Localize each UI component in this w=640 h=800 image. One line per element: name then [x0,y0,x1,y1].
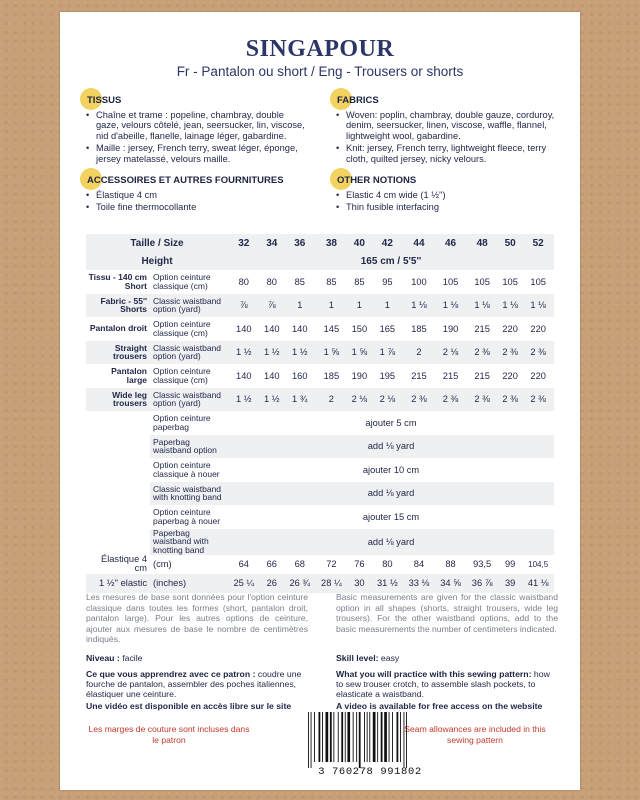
en-learn-label: What you will practice with this sewing pattern: [336,669,532,679]
table-cell: 2 ⅛ [372,388,404,412]
table-cell: 1 [372,294,404,318]
pattern-subtitle: Fr - Pantalon ou short / Eng - Trousers or shorts [176,64,464,79]
en-fabric-knit: • Knit: jersey, French terry, lightweight fleece, terry cloth, quilted jersey, nicky velours. [336,143,558,164]
row-label: Fabric - 55'' Shorts [86,294,150,318]
table-row [86,364,554,388]
barcode-bar [345,712,346,762]
table-cell: 85 [294,276,305,287]
barcode-bar [406,712,407,768]
table-cell: 2 ⅜ [522,341,554,365]
table-cell: 220 [530,370,546,381]
table-row [86,341,554,365]
en-level-label: Skill level: [336,653,379,663]
table-cell: 64 [238,559,249,570]
table-cell: 145 [323,323,340,334]
barcode-bar [322,712,323,762]
fr-notions-section [86,176,308,215]
fr-learn-label: Ce que vous apprendrez avec ce patron : [86,669,256,679]
row-label-empty [86,505,150,529]
table-row [86,270,554,294]
table-cell: 190 [442,323,459,334]
en-fabrics-section [336,96,558,167]
size-header-label: Taille / Size [86,234,228,252]
table-cell: 2 ⅜ [498,388,522,412]
table-cell: 30 [347,574,371,593]
table-cell: 1 ⅝ [316,341,348,365]
table-cell: 140 [292,323,308,334]
table-cell: 1 ¾ [284,388,316,412]
elastic-in-unit: (inches) [150,574,228,593]
table-cell: 1 ½ [260,341,284,365]
size-34: 34 [260,234,284,252]
row-option: Option ceinture classique (cm) [153,319,211,338]
barcode-bar [400,712,401,762]
size-chart-table [86,234,554,593]
table-cell: 100 [411,276,427,287]
fr-video-note: Une vidéo est disponible en accès libre sur le site [86,701,292,711]
row-label: Pantalon droit [89,323,147,334]
size-44: 44 [403,234,435,252]
fr-level-value: facile [119,653,143,663]
fr-fabric-knit: • Maille : jersey, French terry, sweat léger, éponge, jersey matelassé, velours maille. [86,143,308,164]
barcode-bar [367,712,368,762]
barcode-bar [333,712,334,762]
table-cell: 2 ⅜ [466,341,498,365]
table-cell: 80 [238,276,249,287]
barcode-number: 3 760278 991802 [318,766,422,778]
barcode-bar [341,712,343,762]
fr-notion-interfacing: • Toile fine thermocollante [86,202,308,213]
table-cell: 1 ⅛ [522,294,554,318]
elastic-in-row [86,574,554,593]
table-cell: 140 [264,370,280,381]
row-label: Tissu - 140 cm Short [88,272,147,291]
en-notion-interfacing: • Thin fusible interfacing [336,202,558,213]
row-option: Classic waistband with knotting band [150,482,228,506]
en-seam-allowance-note: Seam allowances are included in this sewing pattern [404,724,546,745]
size-32: 32 [228,234,260,252]
en-video-note: A video is available for free access on the website [336,701,543,711]
barcode-bar [356,712,357,762]
barcode-bar [377,712,378,762]
row-option: Classic waistband option (yard) [150,294,228,318]
fr-fabrics-heading: TISSUS [87,95,122,106]
barcode-bar [338,712,339,762]
fr-level [86,653,308,663]
row-option: Option ceinture classique (cm) [153,366,211,385]
row-option: Option ceinture classique à nouer [153,460,220,479]
row-label-empty [86,435,150,459]
table-row [86,435,554,459]
en-fabrics-heading: FABRICS [337,95,379,106]
table-cell: 93,5 [473,559,492,570]
en-learn-text: how to sew trouser crotch, to assemble slash pockets, to elasticate a waistband. [336,669,550,699]
barcode-bar [347,712,350,762]
table-cell: 1 ⅛ [435,294,467,318]
table-cell: 85 [326,276,337,287]
elastic-cm-unit: (cm) [153,558,172,569]
row-option: Option ceinture classique (cm) [153,272,211,291]
fr-learn [86,669,308,699]
row-label-empty [86,411,150,435]
barcode-bar [369,712,370,762]
row-label-empty [86,458,150,482]
en-level-value: easy [378,653,400,663]
size-52: 52 [522,234,554,252]
table-cell: ajouter 10 cm [362,464,420,475]
table-cell: 68 [294,559,305,570]
table-cell: ⅞ [260,294,284,318]
table-cell: 140 [264,323,280,334]
barcode-bar [319,712,321,762]
fr-notions-heading: ACCESSOIRES ET AUTRES FOURNITURES [87,175,284,186]
barcode [304,712,436,780]
table-cell: 2 ⅜ [403,388,435,412]
table-cell: 25 ¼ [228,574,260,593]
row-label-empty [86,482,150,506]
table-cell: 85 [354,276,365,287]
table-cell: 1 [347,294,371,318]
fr-notion-elastic: • Élastique 4 cm [86,190,308,201]
row-option: Classic waistband option (yard) [150,341,228,365]
fr-seam-allowance-note: Les marges de couture sont incluses dans le patron [88,724,250,745]
table-cell: 160 [292,370,308,381]
elastic-cm-row [86,555,554,574]
table-cell: 2 ⅜ [522,388,554,412]
table-cell: 41 ⅛ [522,574,554,593]
barcode-bar [311,712,312,768]
table-cell: 2 [403,341,435,365]
barcode-bar [392,712,393,762]
row-label-empty [86,529,150,555]
size-48: 48 [466,234,498,252]
table-cell: 195 [379,370,396,381]
barcode-bar [314,712,315,762]
table-cell: 36 ⅞ [466,574,498,593]
row-option: Paperbag waistband with knotting band [150,529,228,555]
barcode-bar [373,712,376,762]
en-notion-elastic: • Elastic 4 cm wide (1 ½'') [336,190,558,201]
table-cell: 99 [504,559,516,570]
row-label: Wide leg trousers [86,388,150,412]
table-cell: 190 [351,370,368,381]
table-row [86,411,554,435]
table-cell: 185 [411,323,427,334]
pattern-title: SINGAPOUR [245,36,395,62]
table-cell: 34 ⅝ [435,574,467,593]
size-36: 36 [284,234,316,252]
table-cell: 220 [502,370,518,381]
barcode-bar [359,712,361,768]
table-cell: 105 [474,276,490,287]
barcode-bars-icon [304,712,436,768]
en-learn [336,669,558,699]
table-cell: 220 [530,323,546,334]
barcode-bar [404,712,405,768]
row-option: Classic waistband option (yard) [150,388,228,412]
row-label: Straight trousers [86,341,150,365]
table-cell: 1 ½ [228,341,260,365]
table-cell: 95 [382,276,393,287]
table-cell: 220 [502,323,518,334]
table-cell: add ⅛ yard [228,529,554,555]
table-cell: 215 [442,370,459,381]
table-cell: 105 [530,276,546,287]
table-cell: 28 ¼ [316,574,348,593]
barcode-bar [308,712,309,768]
table-cell: 104,5 [528,559,549,569]
fr-fabric-woven: • Chaîne et trame : popeline, chambray, double gaze, velours côtelé, jean, seersucker, lin, viscose, nid d'abeille, flanelle, lainage léger, gabardine. [86,110,308,142]
size-46: 46 [435,234,467,252]
table-cell: 1 ⅛ [466,294,498,318]
table-cell: 26 [260,574,284,593]
table-row [86,388,554,412]
fr-measurement-note: Les mesures de base sont données pour l'option ceinture classique dans toutes les formes (short, pantalon droit, pantalon large). Pour les autres options de ceinture, ajouter aux mesures de base le nombre de centimètres indiqués. [86,592,308,645]
barcode-bar [397,712,399,762]
table-cell: ajouter 5 cm [365,417,417,428]
table-cell: 105 [442,276,459,287]
table-cell: 215 [474,370,490,381]
table-cell: 1 ½ [260,388,284,412]
en-notions-section [336,176,558,215]
table-cell: 150 [351,323,368,334]
elastic-cm-label: Élastique 4 cm [101,554,147,574]
table-cell: 215 [474,323,490,334]
table-cell: 215 [411,370,427,381]
en-notions-heading: OTHER NOTIONS [337,175,417,186]
table-row [86,529,554,555]
table-cell: 1 [284,294,316,318]
table-cell: 2 ⅜ [435,388,467,412]
table-cell: 1 ⅝ [347,341,371,365]
table-cell: 88 [445,559,456,570]
table-cell: add ⅛ yard [228,482,554,506]
size-header-row [86,234,554,252]
table-cell: 185 [323,370,340,381]
elastic-in-label: 1 ½'' elastic [86,574,150,593]
pattern-envelope-sheet [60,12,580,790]
table-cell: 1 ⅞ [372,341,404,365]
table-cell: 2 [316,388,348,412]
table-cell: 140 [236,370,252,381]
table-row [86,482,554,506]
table-cell: 2 ⅜ [466,388,498,412]
table-row [86,458,554,482]
table-cell: 1 ½ [228,388,260,412]
table-cell: 76 [354,559,365,570]
table-cell: 165 [379,323,396,334]
size-42: 42 [372,234,404,252]
barcode-bar [326,712,329,762]
table-row [86,317,554,341]
row-option: Paperbag waistband option [150,435,228,459]
table-cell: ajouter 15 cm [362,511,420,522]
table-cell: 80 [382,559,393,570]
table-cell: 26 ¾ [284,574,316,593]
barcode-bar [389,712,390,762]
en-level [336,653,558,663]
size-40: 40 [347,234,371,252]
barcode-bar [364,712,365,762]
fr-fabrics-section [86,96,308,167]
en-fabric-woven: • Woven: poplin, chambray, double gauze, corduroy, denim, seersucker, linen, viscose, waffle, flannel, lightweight wool, gabardine. [336,110,558,142]
table-cell: 1 ½ [284,341,316,365]
barcode-bar [330,712,332,762]
table-cell: 80 [266,276,277,287]
table-cell: 31 ½ [372,574,404,593]
row-option: Option ceinture paperbag à nouer [153,507,221,526]
table-cell: 2 ⅜ [498,341,522,365]
table-cell: 1 [316,294,348,318]
table-row [86,294,554,318]
size-38: 38 [316,234,348,252]
table-cell: 1 ⅛ [403,294,435,318]
barcode-bar [381,712,383,762]
table-cell: 1 ⅛ [498,294,522,318]
height-row [86,252,554,270]
table-row [86,505,554,529]
table-cell: 84 [413,559,425,570]
size-50: 50 [498,234,522,252]
row-option: Option ceinture paperbag [153,413,211,432]
height-label: Height [86,252,228,270]
table-cell: ⅞ [228,294,260,318]
table-cell: 140 [236,323,252,334]
table-cell: 39 [498,574,522,593]
table-cell: 66 [266,559,277,570]
en-measurement-note: Basic measurements are given for the classic waistband option in all shapes (shorts, straight trousers, wide leg trousers). For the other waistband options, add to the basic measurements the number of centimeters indicated. [336,592,558,634]
row-label: Pantalon large [111,366,147,385]
table-cell: 105 [502,276,518,287]
table-cell: add ⅛ yard [228,435,554,459]
fr-learn-text: coudre une fourche de pantalon, assembler des poches italiennes, élastiquer une ceinture. [86,669,302,699]
table-cell: 33 ⅛ [403,574,435,593]
barcode-bar [353,712,354,762]
table-cell: 72 [326,559,337,570]
table-cell: 2 ⅛ [435,341,467,365]
barcode-bar [384,712,387,762]
table-cell: 2 ⅛ [347,388,371,412]
fr-level-label: Niveau : [86,653,120,663]
height-value: 165 cm / 5'5'' [228,252,554,270]
